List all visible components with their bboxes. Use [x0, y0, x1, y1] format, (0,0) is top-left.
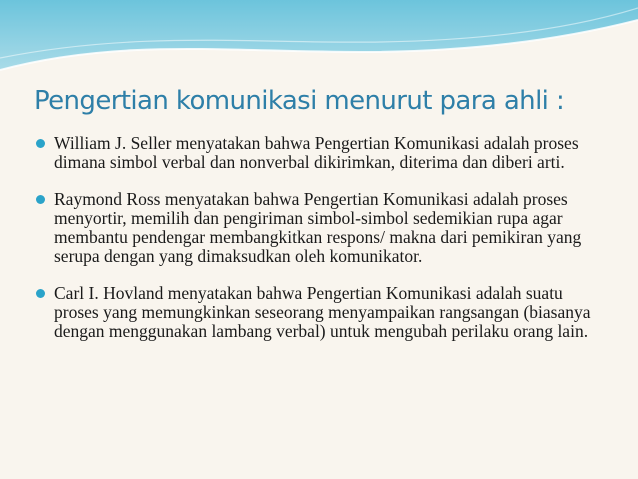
- header-decoration: [0, 0, 638, 72]
- bullet-item-ross: [36, 190, 606, 266]
- bullet-dot-icon: [36, 289, 45, 298]
- bullet-dot-icon: [36, 139, 45, 148]
- bullet-text: Carl I. Hovland menyatakan bahwa Pengertian Komunikasi adalah suatu proses yang memungkinkan seseorang menyampaikan rangsangan (biasanya dengan menggunakan lambang verbal) untuk mengubah perilaku orang lain.: [54, 283, 591, 341]
- bullet-text: Raymond Ross menyatakan bahwa Pengertian Komunikasi adalah proses menyortir, memilih dan pengiriman simbol-simbol sedemikian rupa agar membantu pendengar membangkitkan respons/ makna dari pemikiran yang serupa dengan yang dimaksudkan oleh komunikator.: [54, 189, 582, 266]
- bullet-dot-icon: [36, 195, 45, 204]
- slide-title: Pengertian komunikasi menurut para ahli :: [34, 86, 565, 116]
- bullet-item-hovland: [36, 284, 606, 341]
- bullet-text: William J. Seller menyatakan bahwa Pengertian Komunikasi adalah proses dimana simbol verbal dan nonverbal dikirimkan, diterima dan diberi arti.: [54, 133, 579, 172]
- bullet-item-seller: [36, 134, 606, 172]
- bullet-list: [36, 134, 606, 359]
